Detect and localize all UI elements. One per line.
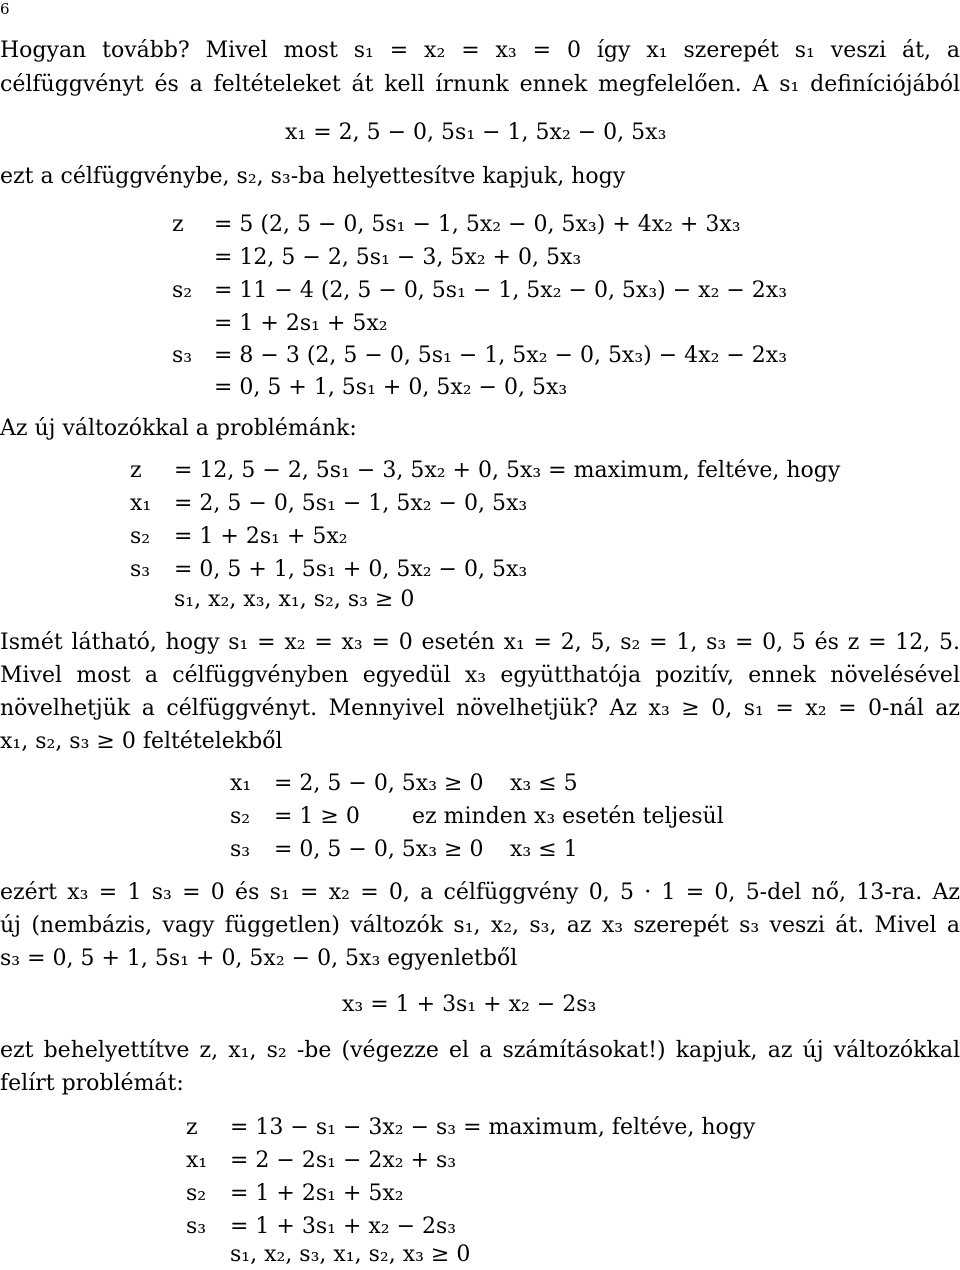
constraint-row xyxy=(230,769,578,799)
problem2-rhs: s₁, x₂, s₃, x₁, s₂, x₃ ≥ 0 xyxy=(230,1242,471,1267)
subst-lhs: z xyxy=(172,212,184,237)
problem1-row xyxy=(130,522,348,552)
subst-lhs: s₂ xyxy=(172,278,193,303)
problem2-row xyxy=(186,1146,456,1176)
subst-row xyxy=(172,309,388,339)
constraint-result: ez minden x₃ esetén teljesül xyxy=(412,804,724,829)
subst-row xyxy=(172,341,787,371)
problem2-lhs: s₃ xyxy=(186,1214,207,1239)
paragraph2-line3: növelhetjük a célfüggvényt. Mennyivel növelhetjük? Az x₃ ≥ 0, s₁ = x₂ = 0-nál az xyxy=(0,696,960,721)
problem2-lhs: s₂ xyxy=(186,1181,207,1206)
constraint-rhs: = 1 ≥ 0 xyxy=(274,804,360,829)
problem1-rhs: = 12, 5 − 2, 5s₁ − 3, 5x₂ + 0, 5x₃ = maximum, feltéve, hogy xyxy=(174,458,841,483)
paragraph3-line1: ezért x₃ = 1 s₃ = 0 és s₁ = x₂ = 0, a célfüggvény 0, 5 · 1 = 0, 5-del nő, 13-ra. Az xyxy=(0,880,960,905)
subst-row xyxy=(172,210,741,240)
constraint-lhs: x₁ xyxy=(230,771,252,796)
problem1-row xyxy=(130,456,840,486)
problem2-rhs: = 1 + 2s₁ + 5x₂ xyxy=(230,1181,404,1206)
substitution-text: ezt a célfüggvénybe, s₂, s₃-ba helyettesítve kapjuk, hogy xyxy=(0,164,626,189)
subst-rhs: = 8 − 3 (2, 5 − 0, 5s₁ − 1, 5x₂ − 0, 5x₃) − 4x₂ − 2x₃ xyxy=(214,343,788,368)
problem2-lhs: z xyxy=(186,1115,198,1140)
subst-lhs: s₃ xyxy=(172,343,193,368)
paragraph4-line1: ezt behelyettítve z, x₁, s₂ -be (végezze el a számításokat!) kapjuk, az új változókkal xyxy=(0,1038,960,1063)
problem2-row xyxy=(186,1179,404,1209)
problem1-rhs: = 0, 5 + 1, 5s₁ + 0, 5x₂ − 0, 5x₃ xyxy=(174,557,528,582)
problem1-row xyxy=(130,585,414,615)
constraint-result: x₃ ≤ 5 xyxy=(510,771,578,796)
equation-x3-definition: x₃ = 1 + 3s₁ + x₂ − 2s₃ xyxy=(342,992,597,1017)
constraint-rhs: = 2, 5 − 0, 5x₃ ≥ 0 xyxy=(274,771,484,796)
subst-rhs: = 12, 5 − 2, 5s₁ − 3, 5x₂ + 0, 5x₃ xyxy=(214,245,582,270)
equation-x1-definition: x₁ = 2, 5 − 0, 5s₁ − 1, 5x₂ − 0, 5x₃ xyxy=(285,120,667,145)
paragraph2-line2: Mivel most a célfüggvényben egyedül x₃ együtthatója pozitív, ennek növelésével xyxy=(0,663,960,688)
problem2-row xyxy=(186,1240,470,1270)
paragraph3-line3: s₃ = 0, 5 + 1, 5s₁ + 0, 5x₂ − 0, 5x₃ egyenletből xyxy=(0,946,518,971)
paragraph4-line2: felírt problémát: xyxy=(0,1071,184,1096)
paragraph1-line2: célfüggvényt és a feltételeket át kell írnunk ennek megfelelően. A s₁ definíciójából xyxy=(0,72,960,97)
problem2-row xyxy=(186,1212,456,1242)
problem1-rhs: = 1 + 2s₁ + 5x₂ xyxy=(174,524,348,549)
subst-row xyxy=(172,243,581,273)
problem1-lhs: s₂ xyxy=(130,524,151,549)
problem1-lhs: s₃ xyxy=(130,557,151,582)
subst-row xyxy=(172,373,567,403)
problem1-lhs: z xyxy=(130,458,142,483)
subst-row xyxy=(172,276,787,306)
problem2-lhs: x₁ xyxy=(186,1148,208,1173)
problem1-row xyxy=(130,555,527,585)
constraint-lhs: s₃ xyxy=(230,837,251,862)
paragraph3-line2: új (nembázis, vagy független) változók s₁, x₂, s₃, az x₃ szerepét s₃ veszi át. Mivel a xyxy=(0,913,960,938)
subst-rhs: = 1 + 2s₁ + 5x₂ xyxy=(214,311,388,336)
problem2-row xyxy=(186,1113,755,1143)
problem2-rhs: = 1 + 3s₁ + x₂ − 2s₃ xyxy=(230,1214,457,1239)
problem2-rhs: = 2 − 2s₁ − 2x₂ + s₃ xyxy=(230,1148,457,1173)
problem1-rhs: = 2, 5 − 0, 5s₁ − 1, 5x₂ − 0, 5x₃ xyxy=(174,491,528,516)
constraint-lhs: s₂ xyxy=(230,804,251,829)
subst-rhs: = 5 (2, 5 − 0, 5s₁ − 1, 5x₂ − 0, 5x₃) + 4x₂ + 3x₃ xyxy=(214,212,741,237)
problem1-lhs: x₁ xyxy=(130,491,152,516)
paragraph1-line1: Hogyan tovább? Mivel most s₁ = x₂ = x₃ = 0 így x₁ szerepét s₁ veszi át, a xyxy=(0,38,960,63)
constraint-row xyxy=(230,802,724,832)
constraint-rhs: = 0, 5 − 0, 5x₃ ≥ 0 xyxy=(274,837,484,862)
problem1-rhs: s₁, x₂, x₃, x₁, s₂, s₃ ≥ 0 xyxy=(174,587,415,612)
paragraph2-line1: Ismét látható, hogy s₁ = x₂ = x₃ = 0 esetén x₁ = 2, 5, s₂ = 1, s₃ = 0, 5 és z = 12, 5. xyxy=(0,630,960,655)
page-number: 6 xyxy=(0,0,10,18)
constraint-result: x₃ ≤ 1 xyxy=(510,837,578,862)
paragraph2-line4: x₁, s₂, s₃ ≥ 0 feltételekből xyxy=(0,729,283,754)
constraint-row xyxy=(230,835,578,865)
new-problem-text: Az új változókkal a problémánk: xyxy=(0,416,357,441)
problem1-row xyxy=(130,489,527,519)
subst-rhs: = 0, 5 + 1, 5s₁ + 0, 5x₂ − 0, 5x₃ xyxy=(214,375,568,400)
problem2-rhs: = 13 − s₁ − 3x₂ − s₃ = maximum, feltéve, hogy xyxy=(230,1115,756,1140)
subst-rhs: = 11 − 4 (2, 5 − 0, 5s₁ − 1, 5x₂ − 0, 5x₃) − x₂ − 2x₃ xyxy=(214,278,788,303)
